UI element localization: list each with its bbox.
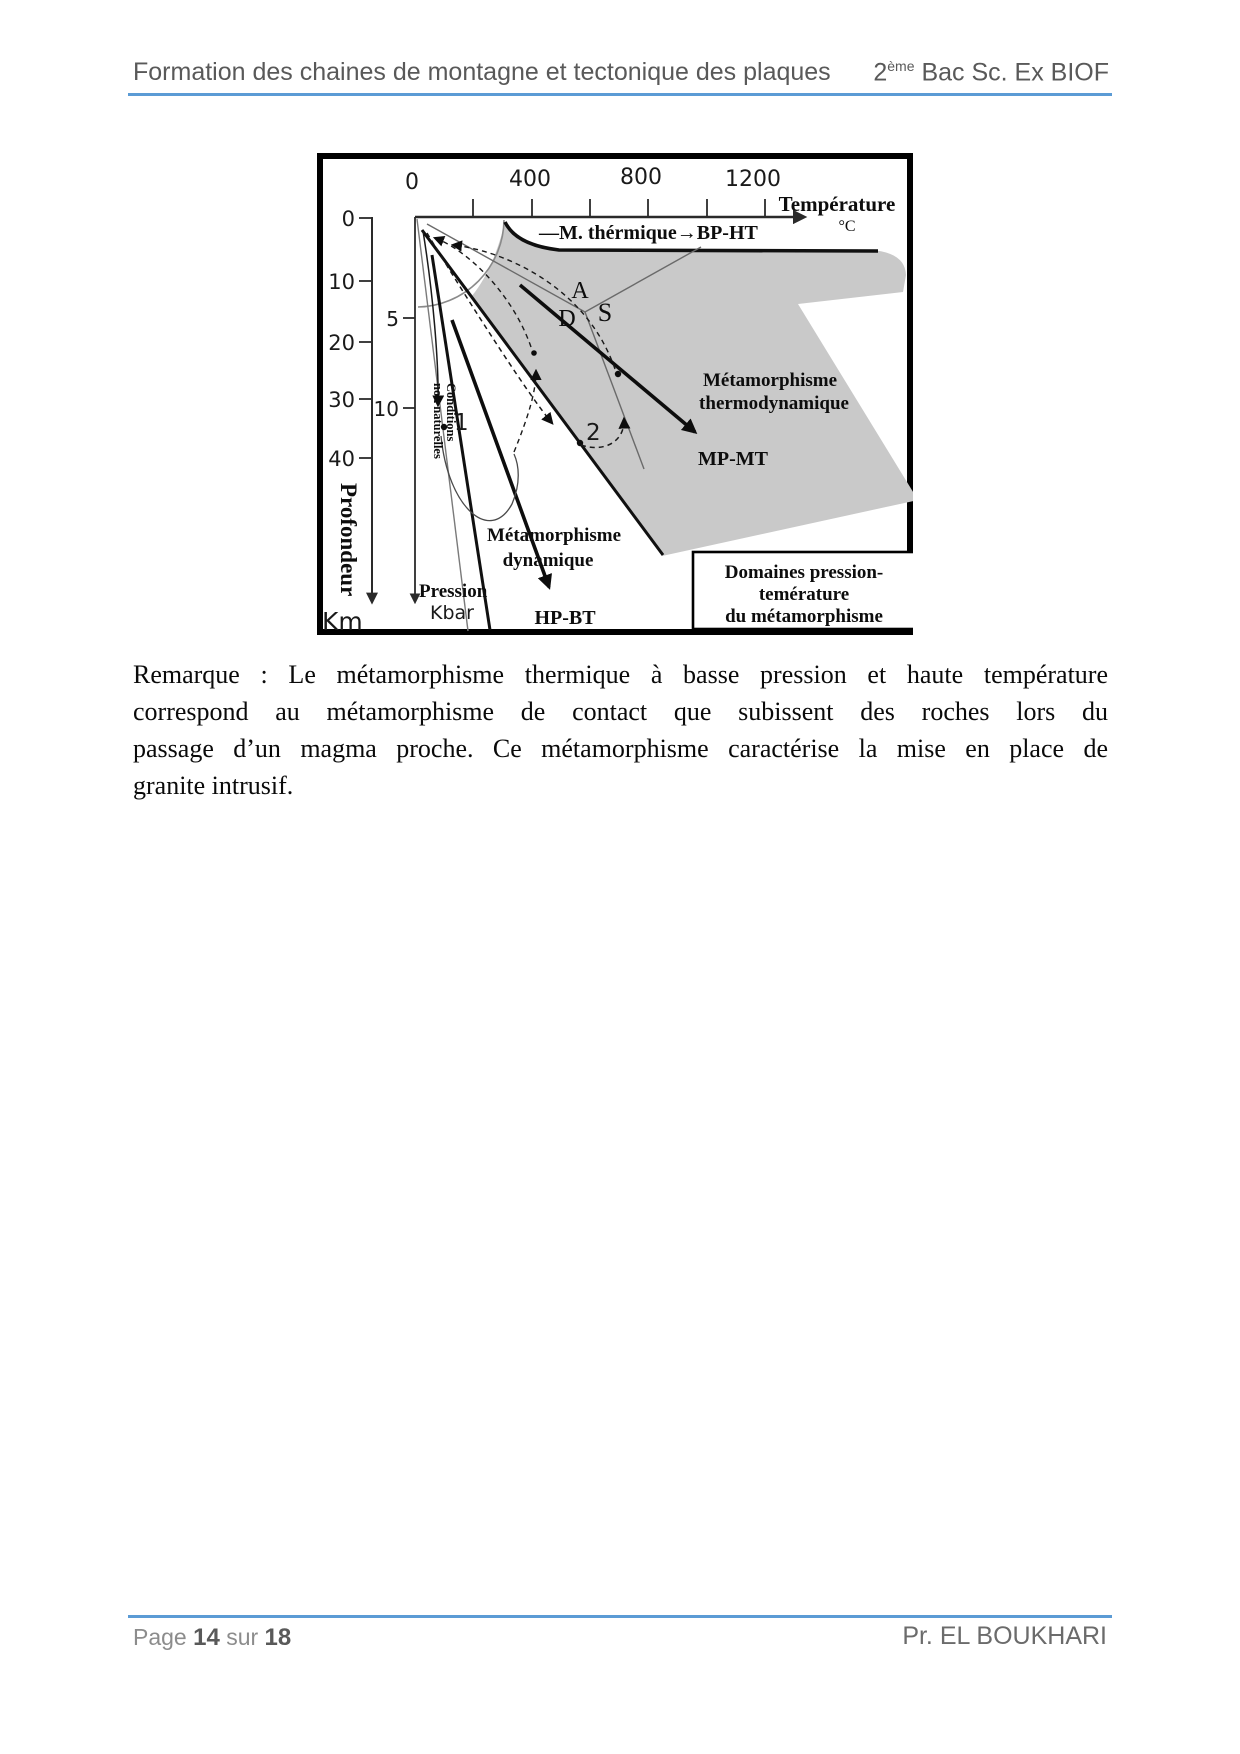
legend-line1: Domaines pression- bbox=[724, 562, 884, 583]
pt-path2-return-point bbox=[615, 371, 621, 377]
header-title: Formation des chaines de montagne et tectonique des plaques bbox=[133, 58, 831, 86]
header-divider bbox=[128, 93, 1112, 96]
thermo-metamorphism-label-line1: Métamorphisme bbox=[702, 370, 838, 391]
depth-tick-label-0: 0 bbox=[341, 207, 355, 231]
header-class-label bbox=[873, 58, 1109, 87]
mp-mt-label: MP-MT bbox=[698, 448, 768, 470]
andalousite-label: A bbox=[571, 278, 589, 304]
header-class-sup: ème bbox=[887, 58, 915, 74]
disthene-label: D bbox=[558, 306, 576, 332]
thermo-metamorphism-label-line2: thermodynamique bbox=[699, 393, 849, 414]
temp-tick-label-1200: 1200 bbox=[725, 167, 781, 192]
header-class-rest: Bac Sc. Ex BIOF bbox=[914, 58, 1109, 87]
footer-author: Pr. EL BOUKHARI bbox=[902, 1622, 1107, 1650]
metamorphism-pt-diagram bbox=[317, 153, 913, 635]
footer-page-indicator bbox=[133, 1624, 291, 1652]
pressure-axis-unit: Kbar bbox=[430, 602, 474, 624]
footer-total-pages: 18 bbox=[264, 1624, 292, 1651]
depth-axis-title: Profondeur bbox=[336, 483, 361, 597]
footer-page-number: 14 bbox=[193, 1624, 220, 1651]
depth-tick-label-30: 30 bbox=[328, 388, 355, 412]
remarque-line: correspond au métamorphisme de contact que subissent des roches lors du bbox=[133, 697, 1108, 726]
conditions-label-line1: Conditions bbox=[444, 383, 458, 442]
remarque-paragraph bbox=[133, 656, 1108, 804]
header-class-num: 2 bbox=[873, 58, 888, 87]
temperature-axis-unit: °C bbox=[838, 218, 856, 235]
thermal-metamorphism-label: —M. thérmique→BP-HT bbox=[539, 222, 758, 244]
remarque-line: granite intrusif. bbox=[133, 771, 294, 800]
pt-diagram-svg bbox=[317, 153, 913, 635]
dynamic-metamorphism-label-line1: Métamorphisme bbox=[486, 525, 622, 546]
path2-number: 2 bbox=[586, 420, 601, 446]
pressure-tick-label-5: 5 bbox=[386, 307, 399, 331]
footer-divider bbox=[128, 1615, 1112, 1618]
hp-bt-label: HP-BT bbox=[534, 607, 596, 629]
depth-axis-unit: Km bbox=[322, 607, 363, 635]
temp-tick-label-400: 400 bbox=[509, 167, 551, 192]
pressure-tick-label-10: 10 bbox=[373, 397, 399, 421]
temp-tick-label-0: 0 bbox=[405, 170, 419, 195]
sillimanite-label: S bbox=[597, 298, 613, 327]
footer-page-word: Page bbox=[133, 1624, 187, 1650]
depth-tick-label-20: 20 bbox=[328, 331, 355, 355]
conditions-label-line2: non naturelles bbox=[431, 383, 445, 459]
path1-number: 1 bbox=[454, 410, 469, 436]
remarque-line: Remarque : Le métamorphisme thermique à basse pression et haute température bbox=[133, 660, 1108, 689]
temperature-axis-title: Température bbox=[778, 192, 896, 216]
remarque-line: passage d’un magma proche. Ce métamorphisme caractérise la mise en place de bbox=[133, 734, 1108, 763]
pressure-axis-title: Pression bbox=[419, 581, 488, 602]
dynamic-metamorphism-label-line2: dynamique bbox=[502, 550, 594, 571]
legend-line2: temérature bbox=[758, 584, 850, 605]
depth-tick-label-40: 40 bbox=[328, 447, 355, 471]
depth-tick-label-10: 10 bbox=[328, 270, 355, 294]
temp-tick-label-800: 800 bbox=[620, 165, 662, 190]
legend-line3: du métamorphisme bbox=[725, 606, 883, 627]
footer-sur-word: sur bbox=[226, 1624, 259, 1650]
pt-path1-return-point bbox=[531, 350, 537, 356]
